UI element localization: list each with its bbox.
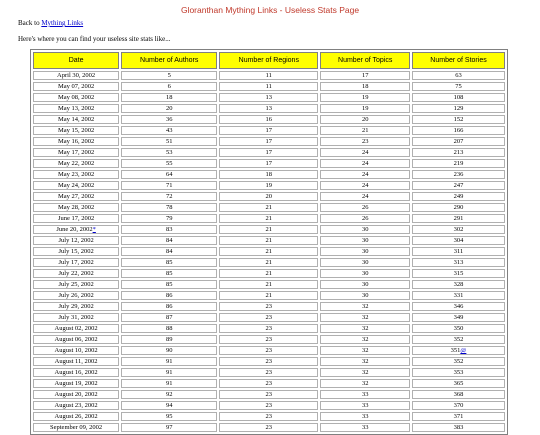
cell-regions: 17 (219, 137, 318, 146)
cell-authors: 5 (121, 71, 217, 80)
header-stories: Number of Stories (412, 52, 505, 69)
cell-authors: 79 (121, 214, 217, 223)
table-row (33, 159, 505, 168)
cell-authors: 88 (121, 324, 217, 333)
cell-stories: 313 (412, 258, 505, 267)
cell-date: July 12, 2002 (33, 236, 119, 245)
stats-body (33, 71, 505, 432)
cell-date: August 20, 2002 (33, 390, 119, 399)
cell-topics: 33 (320, 423, 410, 432)
table-row (33, 379, 505, 388)
table-row (33, 115, 505, 124)
cell-regions: 21 (219, 236, 318, 245)
cell-topics: 33 (320, 412, 410, 421)
table-row (33, 148, 505, 157)
table-row (33, 423, 505, 432)
cell-date: July 22, 2002 (33, 269, 119, 278)
cell-stories: 346 (412, 302, 505, 311)
cell-date: August 19, 2002 (33, 379, 119, 388)
cell-regions: 21 (219, 269, 318, 278)
cell-stories: 249 (412, 192, 505, 201)
cell-date: July 31, 2002 (33, 313, 119, 322)
table-row (33, 93, 505, 102)
cell-authors: 89 (121, 335, 217, 344)
cell-stories: 219 (412, 159, 505, 168)
cell-regions: 23 (219, 302, 318, 311)
cell-date: April 30, 2002 (33, 71, 119, 80)
cell-regions: 18 (219, 170, 318, 179)
cell-authors: 95 (121, 412, 217, 421)
cell-regions: 21 (219, 258, 318, 267)
table-row (33, 181, 505, 190)
cell-date: May 27, 2002 (33, 192, 119, 201)
mything-links-link[interactable]: Mything Links (41, 19, 84, 27)
table-row (33, 335, 505, 344)
cell-regions: 11 (219, 71, 318, 80)
cell-stories: 383 (412, 423, 505, 432)
table-row (33, 412, 505, 421)
stats-table (30, 49, 508, 435)
table-row (33, 170, 505, 179)
cell-date: June 20, 2002* (33, 225, 119, 234)
cell-date: July 25, 2002 (33, 280, 119, 289)
cell-authors: 91 (121, 357, 217, 366)
cell-topics: 32 (320, 324, 410, 333)
cell-authors: 78 (121, 203, 217, 212)
cell-authors: 84 (121, 247, 217, 256)
cell-authors: 36 (121, 115, 217, 124)
cell-authors: 72 (121, 192, 217, 201)
cell-regions: 21 (219, 280, 318, 289)
header-row (33, 52, 505, 69)
cell-stories: 352 (412, 357, 505, 366)
cell-date: May 14, 2002 (33, 115, 119, 124)
cell-stories: 350 (412, 324, 505, 333)
cell-topics: 24 (320, 192, 410, 201)
cell-topics: 32 (320, 357, 410, 366)
table-row (33, 203, 505, 212)
table-row (33, 82, 505, 91)
cell-topics: 30 (320, 247, 410, 256)
cell-stories: 207 (412, 137, 505, 146)
cell-date: May 08, 2002 (33, 93, 119, 102)
table-row (33, 225, 505, 234)
cell-stories: 129 (412, 104, 505, 113)
cell-regions: 23 (219, 324, 318, 333)
cell-stories: 370 (412, 401, 505, 410)
cell-date: August 02, 2002 (33, 324, 119, 333)
cell-stories: 290 (412, 203, 505, 212)
header-topics: Number of Topics (320, 52, 410, 69)
cell-stories: 353 (412, 368, 505, 377)
cell-regions: 21 (219, 291, 318, 300)
cell-regions: 21 (219, 247, 318, 256)
intro-text: Here's where you can find your useless site stats like... (18, 35, 171, 43)
table-row (33, 302, 505, 311)
cell-stories: 247 (412, 181, 505, 190)
cell-stories: 365 (412, 379, 505, 388)
footnote-link[interactable]: @ (460, 347, 467, 354)
cell-stories: 315 (412, 269, 505, 278)
cell-topics: 30 (320, 269, 410, 278)
cell-stories: 349 (412, 313, 505, 322)
cell-topics: 26 (320, 203, 410, 212)
cell-date: July 26, 2002 (33, 291, 119, 300)
cell-topics: 32 (320, 335, 410, 344)
cell-stories: 352 (412, 335, 505, 344)
table-row (33, 137, 505, 146)
cell-stories: 63 (412, 71, 505, 80)
cell-regions: 23 (219, 346, 318, 355)
cell-regions: 23 (219, 412, 318, 421)
cell-topics: 24 (320, 170, 410, 179)
cell-date: August 16, 2002 (33, 368, 119, 377)
table-row (33, 192, 505, 201)
cell-authors: 84 (121, 236, 217, 245)
table-row (33, 104, 505, 113)
cell-regions: 23 (219, 379, 318, 388)
back-line (18, 19, 83, 27)
cell-stories: 331 (412, 291, 505, 300)
header-regions: Number of Regions (219, 52, 318, 69)
cell-topics: 19 (320, 104, 410, 113)
page-title: Gloranthan Mything Links - Useless Stats Page (180, 5, 360, 15)
cell-topics: 32 (320, 302, 410, 311)
cell-topics: 32 (320, 346, 410, 355)
cell-date: September 09, 2002 (33, 423, 119, 432)
cell-stories: 304 (412, 236, 505, 245)
cell-topics: 20 (320, 115, 410, 124)
table-row (33, 71, 505, 80)
cell-stories: 236 (412, 170, 505, 179)
cell-topics: 18 (320, 82, 410, 91)
cell-authors: 64 (121, 170, 217, 179)
cell-regions: 13 (219, 104, 318, 113)
cell-stories: 302 (412, 225, 505, 234)
cell-date: August 23, 2002 (33, 401, 119, 410)
cell-topics: 32 (320, 368, 410, 377)
table-row (33, 357, 505, 366)
cell-authors: 85 (121, 258, 217, 267)
table-row (33, 390, 505, 399)
table-row (33, 368, 505, 377)
cell-date: August 11, 2002 (33, 357, 119, 366)
cell-authors: 53 (121, 148, 217, 157)
cell-authors: 94 (121, 401, 217, 410)
cell-authors: 71 (121, 181, 217, 190)
cell-regions: 16 (219, 115, 318, 124)
header-authors: Number of Authors (121, 52, 217, 69)
cell-authors: 43 (121, 126, 217, 135)
table-row (33, 126, 505, 135)
table-row (33, 258, 505, 267)
cell-authors: 6 (121, 82, 217, 91)
cell-authors: 91 (121, 368, 217, 377)
table-row (33, 401, 505, 410)
cell-authors: 85 (121, 280, 217, 289)
cell-authors: 51 (121, 137, 217, 146)
table-row (33, 346, 505, 355)
table-row (33, 324, 505, 333)
cell-topics: 23 (320, 137, 410, 146)
cell-regions: 23 (219, 368, 318, 377)
cell-regions: 19 (219, 181, 318, 190)
cell-date: July 17, 2002 (33, 258, 119, 267)
cell-stories: 213 (412, 148, 505, 157)
cell-authors: 91 (121, 379, 217, 388)
cell-authors: 97 (121, 423, 217, 432)
cell-date: May 23, 2002 (33, 170, 119, 179)
back-prefix: Back to (18, 19, 42, 27)
cell-regions: 21 (219, 203, 318, 212)
cell-stories: 152 (412, 115, 505, 124)
cell-regions: 17 (219, 159, 318, 168)
cell-regions: 17 (219, 126, 318, 135)
cell-topics: 26 (320, 214, 410, 223)
cell-date: May 28, 2002 (33, 203, 119, 212)
cell-topics: 19 (320, 93, 410, 102)
cell-authors: 55 (121, 159, 217, 168)
table-row (33, 214, 505, 223)
cell-regions: 21 (219, 214, 318, 223)
cell-stories: 351@ (412, 346, 505, 355)
cell-topics: 30 (320, 258, 410, 267)
cell-regions: 23 (219, 401, 318, 410)
table-row (33, 291, 505, 300)
cell-regions: 23 (219, 335, 318, 344)
cell-date: May 13, 2002 (33, 104, 119, 113)
table-row (33, 247, 505, 256)
cell-authors: 85 (121, 269, 217, 278)
cell-regions: 23 (219, 357, 318, 366)
cell-authors: 83 (121, 225, 217, 234)
cell-regions: 20 (219, 192, 318, 201)
table-row (33, 269, 505, 278)
cell-topics: 30 (320, 280, 410, 289)
cell-topics: 30 (320, 291, 410, 300)
cell-regions: 17 (219, 148, 318, 157)
table-row (33, 280, 505, 289)
cell-date: May 15, 2002 (33, 126, 119, 135)
cell-authors: 20 (121, 104, 217, 113)
cell-authors: 87 (121, 313, 217, 322)
cell-topics: 24 (320, 159, 410, 168)
cell-stories: 368 (412, 390, 505, 399)
cell-date: August 26, 2002 (33, 412, 119, 421)
cell-date: August 06, 2002 (33, 335, 119, 344)
cell-authors: 86 (121, 291, 217, 300)
cell-stories: 371 (412, 412, 505, 421)
cell-date: June 17, 2002 (33, 214, 119, 223)
cell-regions: 11 (219, 82, 318, 91)
cell-topics: 24 (320, 181, 410, 190)
cell-stories: 75 (412, 82, 505, 91)
cell-date: July 29, 2002 (33, 302, 119, 311)
cell-authors: 18 (121, 93, 217, 102)
cell-topics: 30 (320, 225, 410, 234)
cell-stories: 166 (412, 126, 505, 135)
cell-topics: 32 (320, 313, 410, 322)
cell-regions: 13 (219, 93, 318, 102)
cell-topics: 32 (320, 379, 410, 388)
cell-date: May 16, 2002 (33, 137, 119, 146)
cell-regions: 21 (219, 225, 318, 234)
cell-date: August 10, 2002 (33, 346, 119, 355)
cell-stories: 328 (412, 280, 505, 289)
cell-regions: 23 (219, 423, 318, 432)
cell-date: May 17, 2002 (33, 148, 119, 157)
cell-topics: 33 (320, 401, 410, 410)
cell-topics: 33 (320, 390, 410, 399)
footnote-link[interactable]: * (92, 226, 96, 233)
cell-authors: 86 (121, 302, 217, 311)
cell-topics: 17 (320, 71, 410, 80)
cell-stories: 311 (412, 247, 505, 256)
cell-regions: 23 (219, 390, 318, 399)
cell-stories: 291 (412, 214, 505, 223)
table-row (33, 313, 505, 322)
cell-stories: 108 (412, 93, 505, 102)
cell-topics: 21 (320, 126, 410, 135)
cell-topics: 30 (320, 236, 410, 245)
cell-date: May 07, 2002 (33, 82, 119, 91)
cell-topics: 24 (320, 148, 410, 157)
cell-date: July 15, 2002 (33, 247, 119, 256)
cell-date: May 24, 2002 (33, 181, 119, 190)
header-date: Date (33, 52, 119, 69)
cell-authors: 90 (121, 346, 217, 355)
cell-date: May 22, 2002 (33, 159, 119, 168)
cell-regions: 23 (219, 313, 318, 322)
cell-authors: 92 (121, 390, 217, 399)
table-row (33, 236, 505, 245)
